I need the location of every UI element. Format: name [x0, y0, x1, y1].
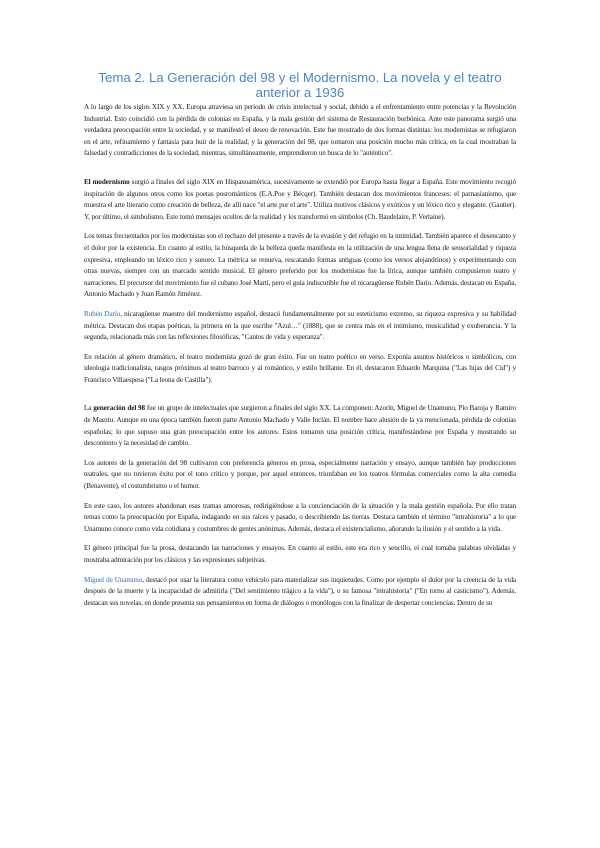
paragraph-unamuno: [84, 575, 516, 610]
author-unamuno: Miguel de Unamuno: [84, 575, 143, 584]
paragraph-estilo-98: El género principal fue la prosa, destacando las narraciones y ensayos. En cuanto al estilo, este era rico y sencillo, el cual tomaba palabras olvidadas y mostraba admiración por los clásicos y las expresiones subjetivas.: [84, 544, 516, 564]
term-modernismo: El modernismo: [84, 177, 130, 186]
paragraph-generacion-98: [84, 403, 516, 449]
paragraph-intro: A lo largo de los siglos XIX y XX, Europa atraviesa un periodo de crisis intelectual y social, debido a el enfrentamiento entre potencias y la Revolución Industrial. Esto coincidió con la pérdida de colonias en España, y la mala gestión del sistema de Restauración borbónica. Ante este panorama surgió una verdadera preocupación entre la sociedad, y se manifestó el deseo de renovación. Este fue mostrado de dos formas distintas: los modernistas se refugiaron en el arte, refinamiento y fantasía para huir de la realidad; y la generación del 98, que tomaron una posición mucho más crítica, en la cual mostraban la falsedad y contradicciones de la sociedad, mientras, simultáneamente, emprendieron un busca de lo "auténtico".: [84, 103, 516, 158]
paragraph-modernismo-text: surgió a finales del siglo XIX en Hispanoamérica, sucesivamente se extendió por Europa hasta llegar a España. Este movimiento recogió inspiración de algunos otros como los poetas posrománticos (E.A.Poe y Bécqer). También destacan dos movimientos franceses: el parnasianismo, que muestra el arte literario como creación de belleza, de allí nace "el arte por el arte". Utiliza motivos clásicos y exóticos y un léxico rico y elegante. (Gautier). Y, por último, el simbolismo. Este tomó mensajes ocultos de la realidad y los transformó en símbolos (Ch. Baudelaire, P. Verlaine).: [84, 177, 516, 221]
document-title: Tema 2. La Generación del 98 y el Modernismo. La novela y el teatro anterior a 1936: [98, 70, 502, 100]
paragraph-modernismo: [84, 177, 516, 223]
paragraph-unamuno-text: , destacó por usar la literatura como vehículo para materializar sus inquietudes. Como por ejemplo el dolor por la creencia de la vida después de la muerte y la incapacidad de admitirla ("Del sentimiento trágico a la vida"), o su famosa "intrahistoria" ("En torno al casticismo"). Además, destacan sus novelas, en donde presenta sus pensamientos en forma de diálogos o monólogos con la finalizar de despertar conciencias. Dentro de su: [84, 575, 517, 607]
paragraph-temas-98: En este caso, los autores abandonan esas tramas amorosas, redirigiéndose a la concienciación de la situación y la mala gestión española. Por ello tratan temas como la preocupación por España, indagando en sus raíces y pasado, o describiendo las tierras. Destaca también el término "intrahistoria" a lo que Unamuno conoce como vida cotidiana y costumbres de gentes anónimas. Además, destaca el existencialismo, añorando la ilusión y el sentido a la vida.: [84, 501, 516, 533]
paragraph-ruben-dario: [84, 309, 516, 344]
term-generacion-98: generación del 98: [93, 404, 145, 413]
paragraph-generos-98: Los autores de la generación del 98 cultivaron con preferencia géneros en prosa, especialmente narración y ensayo, aunque también hay producciones teatrales, que no tuvieron éxito por el tono crítico y porque, por aquel entonces, triunfaban en los teatros fórmulas comerciales como la alta comedia (Benavente), el costumbrismo o el humor.: [84, 458, 516, 491]
author-ruben-dario: Rubén Darío: [84, 309, 121, 318]
paragraph-teatro-modernista: En relación al género dramático, el teatro modernista gozó de gran éxito. Fue un teatro poético en verso. Exponía asuntos históricos o simbólicos, con ideología tradicionalista, rasgos próximos al teatro barroco y al romántico, y estilo brillante. En él, destacaron Eduardo Marquina ("Las hijas del Cid") y Francisco Villaespesa ("La leona de Castilla").: [84, 352, 516, 384]
paragraph-temas-modernistas: Los temas frecuentados por los modernistas son el rechazo del presente a través de la evasión y del refugio en la intimidad. También aparece el desencanto y el dolor por la existencia. En cuanto al estilo, la búsqueda de la belleza queda manifiesta en la utilización de una lengua llena de sensorialidad y riqueza expresiva, empleando un léxico rico y sonoro. La métrica se renueva, rescatando formas antiguas (como los versos alejandrinos) y experimentando con otras nuevas, siempre con un marcado sentido musical. El género preferido por los modernistas fue la lírica, aunque también compusieron teatro y narraciones. El precursor del movimiento fue el cubano José Martí, pero el guía indiscutible fue el nicaragüense Rubén Darío. Además, destacan en España, Antonio Machado y Juan Ramón Jiménez.: [84, 232, 516, 299]
paragraph-generacion-98-text: fue un grupo de intelectuales que surgieron a finales del siglo XX. La componen: Azorín, Miguel de Unamuno, Pío Baroja y Ramiro de Maeztu. Aunque en una época también fueron parte Antonio Machado y Valle Inclán. El nombre hace alusión de la ya mencionada, pérdida de colonias españolas; lo que supuso una gran preocupación entre los autores. Estos tomaron una posición crítica, manifestándose por España y mostrando su descontento y la necesidad de cambio.: [84, 404, 516, 448]
paragraph-ruben-dario-text: , nicaragüense maestro del modernismo español, destacó fundamentalmente por su esteticismo extremo, su riqueza expresiva y su habilidad métrica. Destacan dos etapas poéticas, la primera en la que escribe "Azul…" (1888), que se centra más en el intimismo, musicalidad y exuberancia. Y la segunda, relacionada más con las reflexiones filosóficas, "Cantos de vida y esperanza".: [84, 309, 516, 342]
paragraph-generacion-98-lead: La: [84, 404, 94, 413]
